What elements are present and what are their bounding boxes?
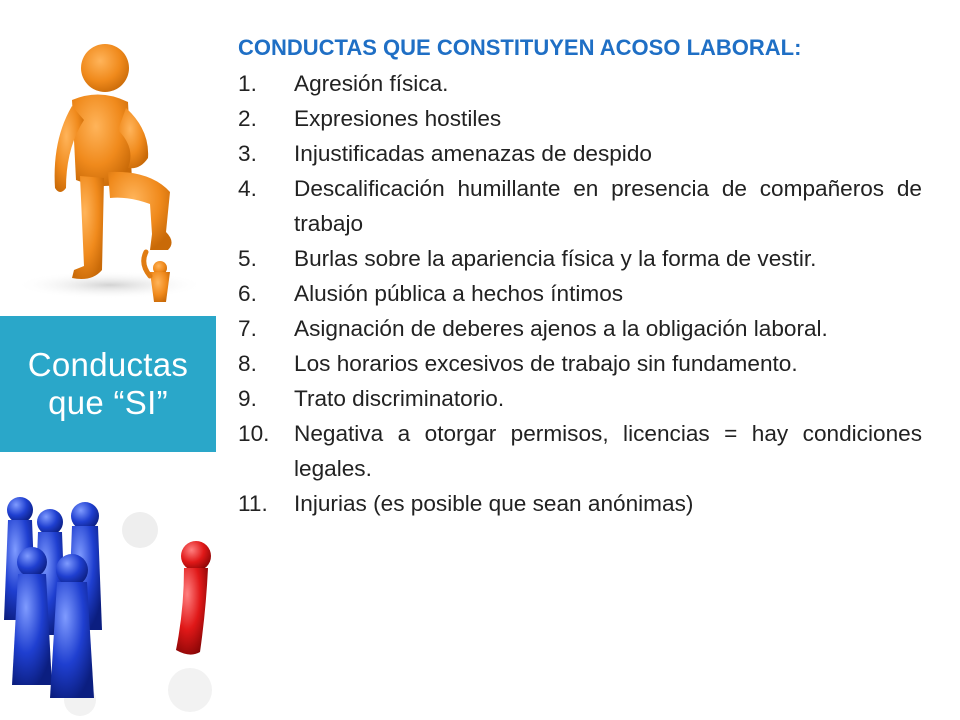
list-item-11	[238, 486, 922, 521]
list-item-4	[238, 171, 922, 241]
list-item-8	[238, 346, 922, 381]
list-item-10	[238, 416, 922, 486]
item-text: Negativa a otorgar permisos, licencias = hay condiciones legales.	[294, 421, 922, 481]
item-number: 9.	[238, 386, 257, 411]
item-text: Alusión pública a hechos íntimos	[294, 281, 624, 306]
orange-figure-illustration	[0, 20, 215, 310]
side-label-line2: que “SI”	[48, 384, 168, 421]
list-item-1	[238, 66, 922, 101]
item-number: 2.	[238, 106, 257, 131]
item-number: 6.	[238, 281, 257, 306]
content-panel	[238, 30, 922, 521]
item-number: 4.	[238, 176, 257, 201]
orange-figure-icon	[0, 20, 215, 310]
list-item-7	[238, 311, 922, 346]
item-number: 10.	[238, 421, 270, 446]
list-item-6	[238, 276, 922, 311]
item-text: Trato discriminatorio.	[294, 386, 505, 411]
item-number: 3.	[238, 141, 257, 166]
item-text: Injustificadas amenazas de despido	[294, 141, 652, 166]
group-figures-illustration	[0, 470, 220, 720]
list-item-9	[238, 381, 922, 416]
list-item-3	[238, 136, 922, 171]
item-text: Asignación de deberes ajenos a la obligación laboral.	[294, 316, 828, 341]
item-text: Agresión física.	[294, 71, 449, 96]
list-item-2	[238, 101, 922, 136]
item-number: 11.	[238, 491, 268, 516]
item-text: Descalificación humillante en presencia de compañeros de trabajo	[294, 176, 922, 236]
list-heading: CONDUCTAS QUE CONSTITUYEN ACOSO LABORAL:	[238, 35, 802, 60]
item-text: Injurias (es posible que sean anónimas)	[294, 491, 694, 516]
side-label-box	[0, 316, 216, 452]
side-label-line1: Conductas	[27, 346, 189, 383]
item-number: 8.	[238, 351, 257, 376]
conduct-list	[238, 66, 922, 521]
item-text: Expresiones hostiles	[294, 106, 502, 131]
item-text: Burlas sobre la apariencia física y la forma de vestir.	[294, 246, 817, 271]
item-number: 7.	[238, 316, 257, 341]
pawn-figures-icon	[0, 470, 220, 720]
item-text: Los horarios excesivos de trabajo sin fundamento.	[294, 351, 798, 376]
list-item-5	[238, 241, 922, 276]
item-number: 1.	[238, 71, 257, 96]
item-number: 5.	[238, 246, 257, 271]
